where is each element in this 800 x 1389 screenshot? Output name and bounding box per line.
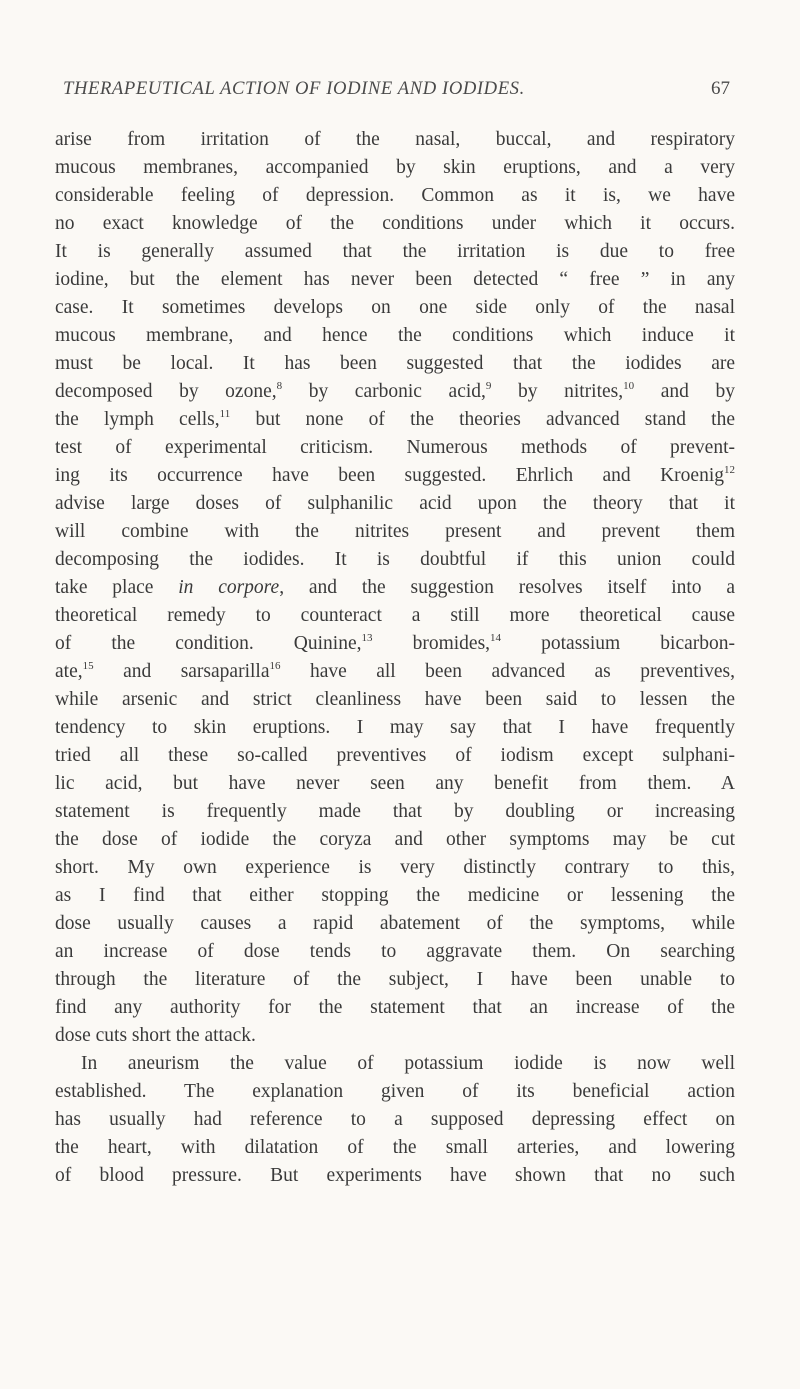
text-line: tendency to skin eruptions. I may say that I have frequently — [55, 717, 735, 738]
text-line: as I find that either stopping the medicine or lessening the — [55, 885, 735, 906]
footnote-ref: 13 — [361, 632, 373, 644]
text-line: lic acid, but have never seen any benefit from them. A — [55, 773, 735, 794]
page-number: 67 — [711, 78, 730, 99]
footnote-ref: 15 — [82, 660, 94, 672]
text-line: decomposed by ozone,$^8$ by carbonic acid,$^9$ by nitrites,$^{10}$ and by — [55, 380, 735, 402]
text-line: statement is frequently made that by doubling or increasing — [55, 801, 735, 822]
running-head — [63, 78, 730, 114]
text-line: arise from irritation of the nasal, buccal, and respiratory — [55, 129, 735, 150]
text-line: the lymph cells,$^{11}$ but none of the theories advanced stand the — [55, 408, 735, 430]
text-line: ate,$^{15}$ and sarsaparilla$^{16}$ have all been advanced as preventives, — [55, 660, 735, 682]
text-line: short. My own experience is very distinctly contrary to this, — [55, 857, 735, 878]
text-line: no exact knowledge of the conditions under which it occurs. — [55, 213, 735, 234]
footnote-ref: 12 — [724, 464, 735, 476]
text-line: ing its occurrence have been suggested. Ehrlich and Kroenig$^{12}$ — [55, 464, 735, 486]
text-line: case. It sometimes develops on one side only of the nasal — [55, 297, 735, 318]
running-title: THERAPEUTICAL ACTION OF IODINE AND IODIDES. — [63, 78, 525, 99]
text-line: test of experimental criticism. Numerous methods of prevent- — [55, 437, 735, 458]
text-line: of blood pressure. But experiments have shown that no such — [55, 1165, 735, 1186]
footnote-ref: 14 — [490, 632, 502, 644]
text-line: theoretical remedy to counteract a still more theoretical cause — [55, 605, 735, 626]
text-line: take place in corpore, and the suggestion resolves itself into a — [55, 577, 735, 598]
text-line: established. The explanation given of its beneficial action — [55, 1081, 735, 1102]
text-line: mucous membrane, and hence the conditions which induce it — [55, 325, 735, 346]
text-line: an increase of dose tends to aggravate them. On searching — [55, 941, 735, 962]
text-line: advise large doses of sulphanilic acid upon the theory that it — [55, 493, 735, 514]
text-line: dose usually causes a rapid abatement of the symptoms, while — [55, 913, 735, 934]
text-line: through the literature of the subject, I have been unable to — [55, 969, 735, 990]
text-line: while arsenic and strict cleanliness have been said to lessen the — [55, 689, 735, 710]
footnote-ref: 9 — [485, 380, 492, 392]
text-line: iodine, but the element has never been detected “ free ” in any — [55, 269, 735, 290]
body-text — [55, 126, 735, 1190]
footnote-ref: 16 — [269, 660, 281, 672]
text-line: find any authority for the statement that an increase of the — [55, 997, 735, 1018]
text-line: considerable feeling of depression. Common as it is, we have — [55, 185, 735, 206]
text-line: must be local. It has been suggested that the iodides are — [55, 353, 735, 374]
text-line: dose cuts short the attack. — [55, 1025, 256, 1046]
text-line: In aneurism the value of potassium iodide is now well — [81, 1053, 735, 1074]
footnote-ref: 10 — [623, 380, 635, 392]
footnote-ref: 11 — [219, 408, 231, 420]
footnote-ref: 8 — [276, 380, 283, 392]
text-line: It is generally assumed that the irritation is due to free — [55, 241, 735, 262]
text-line: of the condition. Quinine,$^{13}$ bromides,$^{14}$ potassium bicarbon- — [55, 632, 735, 654]
text-line: tried all these so-called preventives of iodism except sulphani- — [55, 745, 735, 766]
text-line: mucous membranes, accompanied by skin eruptions, and a very — [55, 157, 735, 178]
text-line: the dose of iodide the coryza and other symptoms may be cut — [55, 829, 735, 850]
text-line: the heart, with dilatation of the small arteries, and lowering — [55, 1137, 735, 1158]
text-line: decomposing the iodides. It is doubtful if this union could — [55, 549, 735, 570]
text-line: has usually had reference to a supposed depressing effect on — [55, 1109, 735, 1130]
latin-phrase: in corpore — [178, 577, 280, 598]
text-line: will combine with the nitrites present and prevent them — [55, 521, 735, 542]
